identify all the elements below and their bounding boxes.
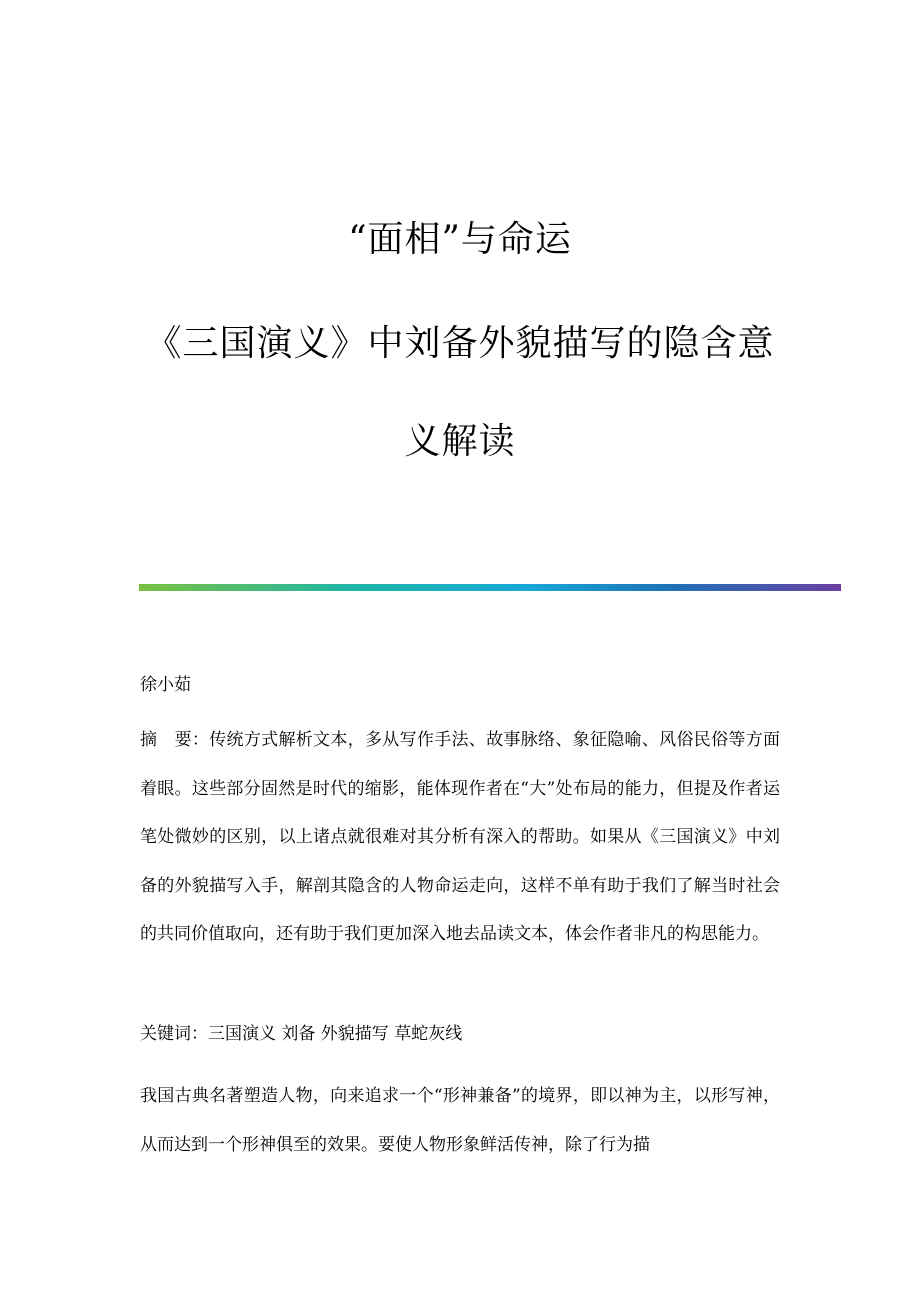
gradient-divider [139,584,841,591]
abstract-paragraph: 摘 要：传统方式解析文本，多从写作手法、故事脉络、象征隐喻、风俗民俗等方面着眼。这些部分固然是时代的缩影，能体现作者在“大”处布局的能力，但提及作者运笔处微妙的区别，以上诸点就很难对其分析有深入的帮助。如果从《三国演义》中刘备的外貌描写入手，解剖其隐含的人物命运走向，这样不单有助于我们了解当时社会的共同价值取向，还有助于我们更加深入地去品读文本，体会作者非凡的构思能力。 [140,730,780,944]
title-line-1: “面相”与命运 [348,219,572,260]
author-name: 徐小茹 [140,675,191,695]
title-line-3: 义解读 [404,421,516,462]
keywords-line: 关键词：三国演义 刘备 外貌描写 草蛇灰线 [140,1024,463,1044]
title-line-2: 《三国演义》中刘备外貌描写的隐含意 [145,323,775,364]
body-paragraph: 我国古典名著塑造人物，向来追求一个“形神兼备”的境界，即以神为主，以形写神，从而达到一个形神俱至的效果。要使人物形象鲜活传神，除了行为描 [140,1086,780,1155]
